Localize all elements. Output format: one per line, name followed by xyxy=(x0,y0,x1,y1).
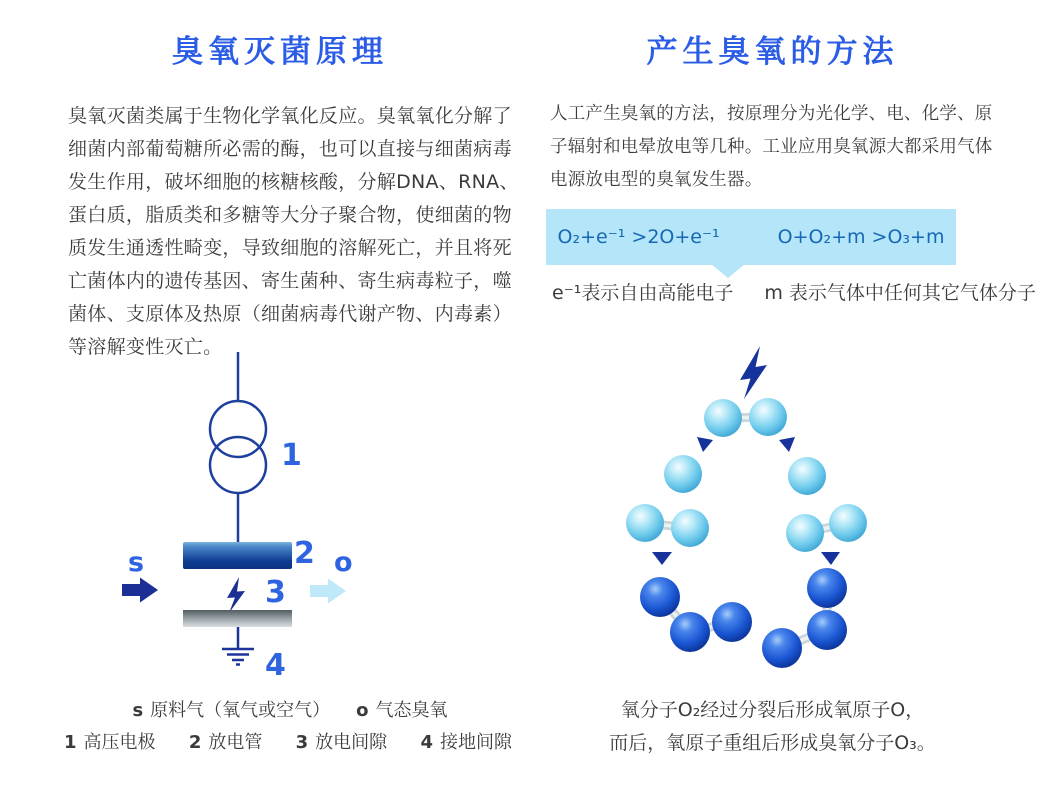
legend-item xyxy=(189,728,263,754)
formula-highlight-box xyxy=(546,209,956,265)
label-transformer: 1 xyxy=(281,438,302,473)
recombine-arrow-right-icon xyxy=(821,552,840,565)
ozone-molecule-right xyxy=(762,568,847,668)
split-arrow-left-icon xyxy=(697,437,713,452)
legend-text: 接地间隙 xyxy=(439,732,512,753)
paragraph-line: 人工产生臭氧的方法，按原理分为光化学、电、化学、原 xyxy=(550,104,993,124)
legend-num: 4 xyxy=(420,732,433,753)
legend-num: 2 xyxy=(188,732,202,753)
recombine-arrow-left-icon xyxy=(652,552,672,565)
ozone-molecule-left xyxy=(640,577,752,652)
formula-notes xyxy=(552,278,1036,305)
legend-item xyxy=(296,728,388,754)
right-column-title: 产生臭氧的方法 xyxy=(646,34,899,70)
label-ground-gap: 4 xyxy=(265,648,286,683)
label-top-electrode: 2 xyxy=(294,536,315,571)
caption-key-o: o xyxy=(356,700,369,721)
caption-line: 氧分子O₂经过分裂后形成氧原子O， xyxy=(620,699,925,721)
note-electron: e⁻¹表示自由高能电子 xyxy=(552,282,734,304)
transformer-symbol xyxy=(210,352,266,542)
split-arrow-right-icon xyxy=(779,437,795,452)
legend-num: 3 xyxy=(295,732,309,753)
paragraph-line: 臭氧灭菌类属于生物化学氧化反应。臭氧氧化分解了 xyxy=(68,105,512,127)
paragraph-line: 发生作用，破坏细胞的核糖核酸，分解DNA、RNA、 xyxy=(68,171,519,193)
paragraph-line: 质发生通透性畸变，导致细胞的溶解死亡，并且将死 xyxy=(68,237,512,259)
earth-ground-icon xyxy=(222,627,254,665)
legend-num: 1 xyxy=(64,732,77,753)
ozone-generator-diagram xyxy=(100,340,370,685)
formula-oxygen-split: O₂+e⁻¹ >2O+e⁻¹ xyxy=(557,226,720,248)
paragraph-line: 等溶解变性灭亡。 xyxy=(68,336,223,358)
legend-item xyxy=(420,728,512,754)
formula-ozone-formation: O+O₂+m >O₃+m xyxy=(777,226,945,248)
note-gas-molecule: m 表示气体中任何其它气体分子 xyxy=(764,282,1036,304)
legend-text: 放电间隙 xyxy=(315,732,388,753)
high-voltage-electrode-bar xyxy=(183,542,292,569)
left-diagram-caption xyxy=(60,696,520,722)
oxygen-atom-left xyxy=(664,455,702,493)
paragraph-line: 细菌内部葡萄糖所必需的酶，也可以直接与细菌病毒 xyxy=(68,138,512,160)
left-paragraph xyxy=(68,100,518,364)
right-paragraph xyxy=(550,98,1002,197)
legend-text: 放电管 xyxy=(208,732,263,753)
label-inlet-gas: s xyxy=(128,547,145,578)
caption-text-o: 气态臭氧 xyxy=(375,700,448,721)
formula-box-notch xyxy=(711,264,745,278)
label-outlet-ozone: o xyxy=(334,547,353,578)
inlet-arrow-icon xyxy=(122,578,158,603)
label-discharge-gap: 3 xyxy=(265,575,286,610)
caption-text-s: 原料气（氧气或空气） xyxy=(150,700,331,721)
paragraph-line: 蛋白质，脂质类和多糖等大分子聚合物，使细菌的物 xyxy=(68,204,512,226)
paragraph-line: 亡菌体内的遗传基因、寄生菌种、寄生病毒粒子，噬 xyxy=(68,270,512,292)
caption-key-s: s xyxy=(132,700,144,721)
energy-bolt-icon xyxy=(740,346,767,399)
left-column-title: 臭氧灭菌原理 xyxy=(172,34,388,70)
legend-item xyxy=(64,728,156,754)
oxygen-atom-right xyxy=(788,457,826,495)
right-diagram-caption xyxy=(545,694,1000,760)
ground-electrode-bar xyxy=(183,610,292,627)
outlet-arrow-icon xyxy=(310,579,346,604)
discharge-bolt-icon xyxy=(227,577,245,613)
ozone-formation-diagram xyxy=(590,335,890,685)
paragraph-line: 子辐射和电晕放电等几种。工业应用臭氧源大都采用气体 xyxy=(550,137,993,157)
paragraph-line: 电源放电型的臭氧发生器。 xyxy=(550,170,763,190)
left-diagram-legend xyxy=(64,728,512,754)
paragraph-line: 菌体、支原体及热原（细菌病毒代谢产物、内毒素） xyxy=(68,303,512,325)
caption-line: 而后，氧原子重组后形成臭氧分子O₃。 xyxy=(609,732,936,754)
legend-text: 高压电极 xyxy=(83,732,156,753)
